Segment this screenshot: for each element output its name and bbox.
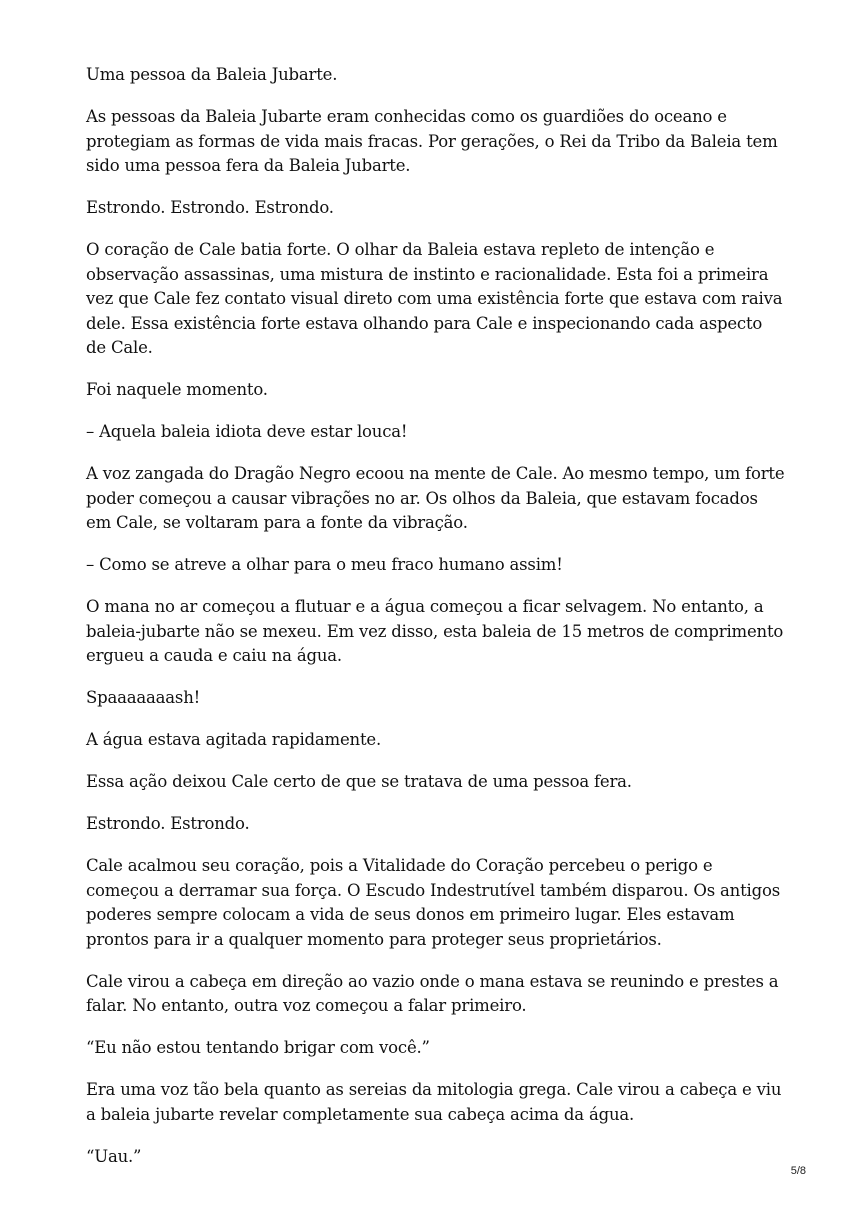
paragraph: Estrondo. Estrondo. [86,814,250,833]
paragraph: Cale virou a cabeça em direção ao vazio onde o mana estava se reunindo e prestes a falar. No entanto, outra voz começou a falar primeiro. [86,971,779,1015]
page-number: 5/8 [790,1165,806,1177]
paragraph: O mana no ar começou a flutuar e a água começou a ficar selvagem. No entanto, a baleia-jubarte não se mexeu. Em vez disso, esta baleia de 15 metros de comprimento ergueu a cauda e caiu na água. [86,597,784,665]
paragraph: Cale acalmou seu coração, pois a Vitalidade do Coração percebeu o perigo e começou a derramar sua força. O Escudo Indestrutível também disparou. Os antigos poderes sempre colocam a vida de seus donos em primeiro lugar. Eles estavam prontos para ir a qualquer momento para proteger seus proprietários. [86,856,780,949]
paragraph: A voz zangada do Dragão Negro ecoou na mente de Cale. Ao mesmo tempo, um forte poder começou a causar vibrações no ar. Os olhos da Baleia, que estavam focados em Cale, se voltaram para a fonte da vibração. [86,464,785,532]
paragraph: Uma pessoa da Baleia Jubarte. [86,65,338,84]
paragraph: Spaaaaaaash! [86,688,201,707]
paragraph: Estrondo. Estrondo. Estrondo. [86,198,334,217]
paragraph: As pessoas da Baleia Jubarte eram conhecidas como os guardiões do oceano e protegiam as formas de vida mais fracas. Por gerações, o Rei da Tribo da Baleia tem sido uma pessoa fera da Baleia Jubarte. [86,107,778,175]
paragraph: “Eu não estou tentando brigar com você.” [86,1038,430,1057]
paragraph: Foi naquele momento. [86,380,268,399]
paragraph: “Uau.” [86,1146,142,1166]
paragraph: – Aquela baleia idiota deve estar louca! [86,422,408,441]
document-body [86,63,786,1187]
paragraph: O coração de Cale batia forte. O olhar da Baleia estava repleto de intenção e observação assassinas, uma mistura de instinto e racionalidade. Esta foi a primeira vez que Cale fez contato visual direto com uma existência forte que estava com raiva dele. Essa existência forte estava olhando para Cale e inspecionando cada aspecto de Cale. [86,240,783,357]
paragraph: Essa ação deixou Cale certo de que se tratava de uma pessoa fera. [86,772,632,791]
paragraph: A água estava agitada rapidamente. [86,730,382,749]
paragraph: Era uma voz tão bela quanto as sereias da mitologia grega. Cale virou a cabeça e viu a baleia jubarte revelar completamente sua cabeça acima da água. [86,1080,782,1124]
paragraph: – Como se atreve a olhar para o meu fraco humano assim! [86,555,563,574]
